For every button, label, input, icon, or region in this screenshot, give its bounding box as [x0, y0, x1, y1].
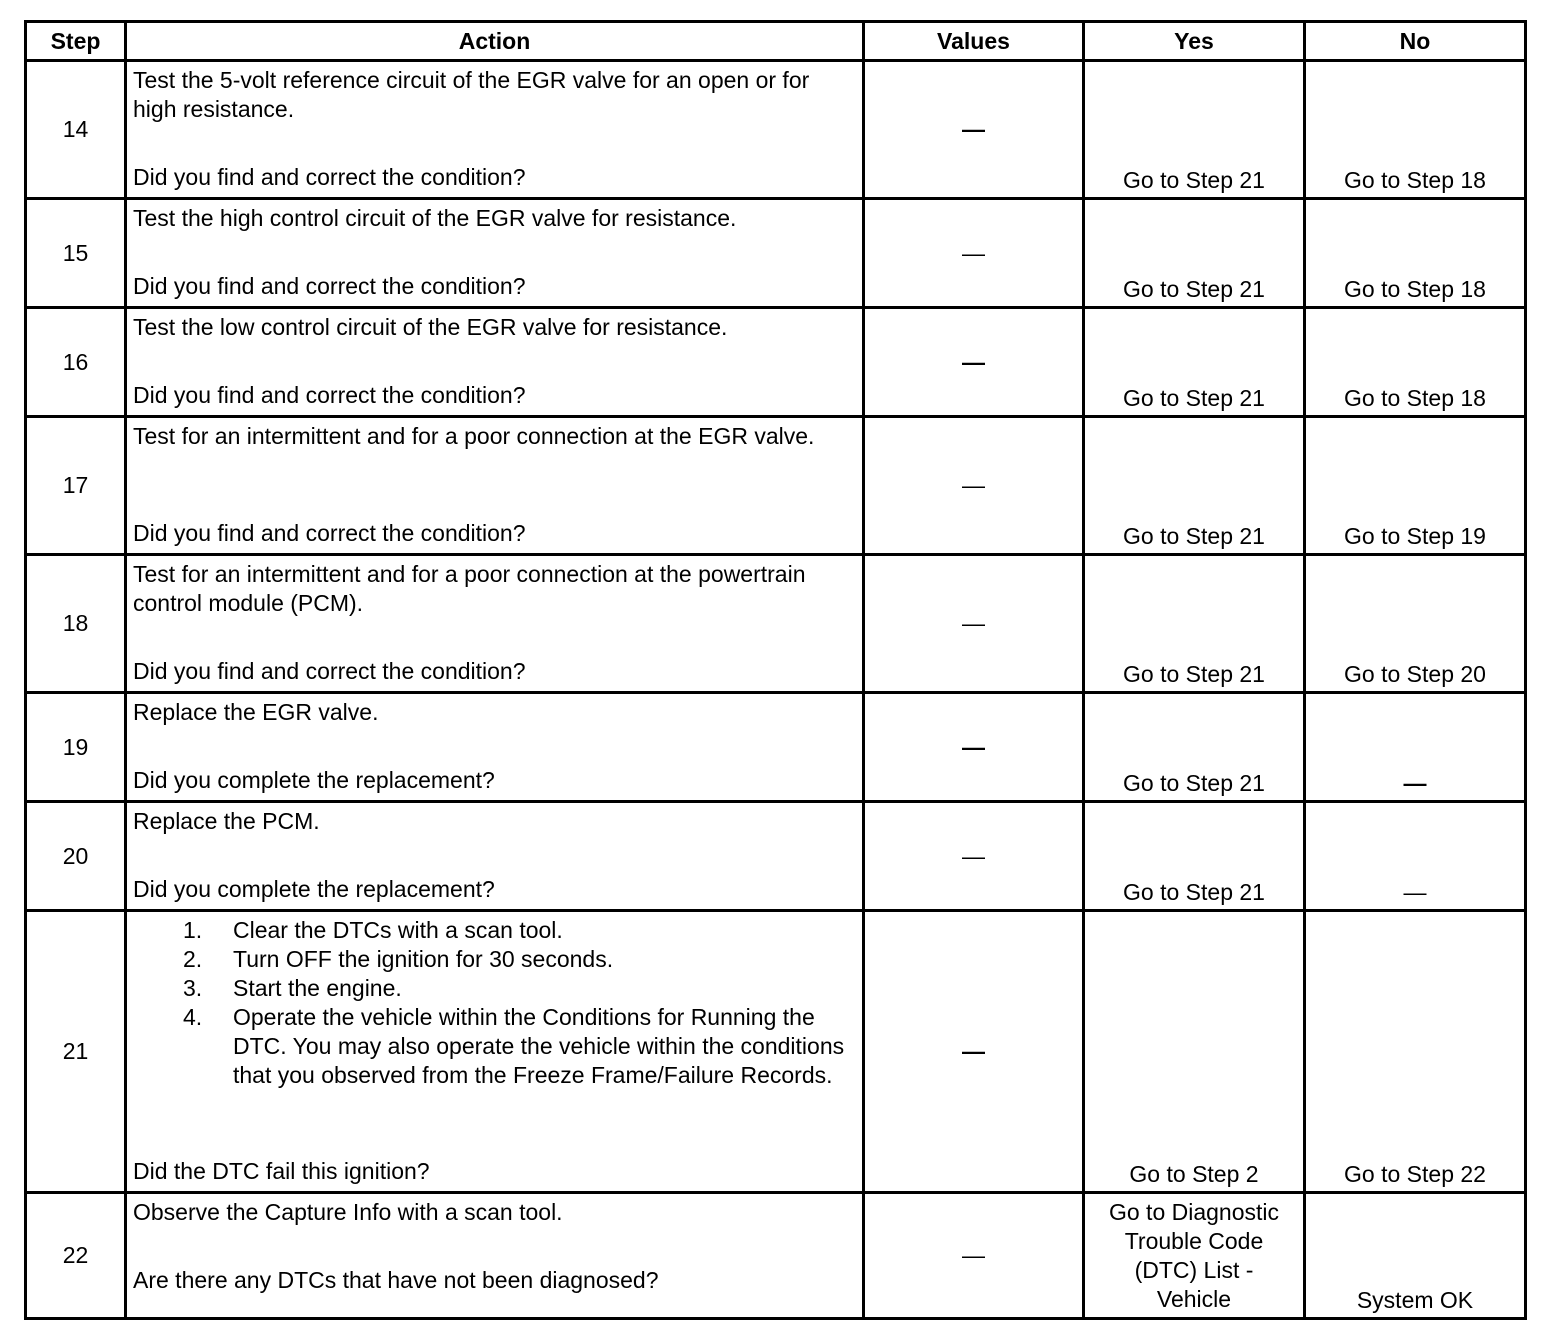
step-number: 21 [26, 911, 126, 1193]
no-cell: System OK [1305, 1193, 1526, 1319]
action-text: Observe the Capture Info with a scan tool. [133, 1199, 563, 1225]
values-cell: — [864, 802, 1084, 911]
yes-cell: Go to Step 21 [1084, 199, 1305, 308]
list-item [183, 945, 856, 974]
question-text: Are there any DTCs that have not been diagnosed? [133, 1267, 659, 1293]
values-cell: — [864, 911, 1084, 1193]
step-number: 14 [26, 61, 126, 199]
list-item [183, 1003, 856, 1090]
action-text: Test for an intermittent and for a poor connection at the EGR valve. [133, 423, 815, 449]
action-text: Test for an intermittent and for a poor connection at the powertrain control module (PCM). [133, 561, 806, 616]
step-number: 22 [26, 1193, 126, 1319]
header-row [26, 22, 1526, 61]
question-text: Did you find and correct the condition? [133, 658, 526, 684]
list-item [183, 974, 856, 1003]
action-cell [126, 199, 864, 308]
question-text: Did you complete the replacement? [133, 767, 495, 793]
no-cell: Go to Step 19 [1305, 417, 1526, 555]
step-number: 19 [26, 693, 126, 802]
no-cell: — [1305, 802, 1526, 911]
action-cell [126, 61, 864, 199]
table-row [26, 199, 1526, 308]
yes-cell: Go to Step 21 [1084, 555, 1305, 693]
yes-cell: Go to Step 21 [1084, 802, 1305, 911]
step-number: 20 [26, 802, 126, 911]
action-cell [126, 693, 864, 802]
list-item-number: 1. [183, 917, 203, 943]
action-text: Replace the PCM. [133, 808, 320, 834]
header-no: No [1305, 22, 1526, 61]
values-cell: — [864, 308, 1084, 417]
question-text: Did you find and correct the condition? [133, 273, 526, 299]
table-row [26, 911, 1526, 1193]
action-cell [126, 308, 864, 417]
yes-cell: Go to Step 21 [1084, 308, 1305, 417]
list-item-number: 4. [183, 1004, 203, 1030]
question-text: Did the DTC fail this ignition? [133, 1158, 430, 1184]
action-cell [126, 802, 864, 911]
list-item-text: Clear the DTCs with a scan tool. [233, 917, 563, 943]
action-cell [126, 555, 864, 693]
action-text: Test the low control circuit of the EGR valve for resistance. [133, 314, 728, 340]
list-item-text: Start the engine. [233, 975, 402, 1001]
question-text: Did you find and correct the condition? [133, 164, 526, 190]
table-row [26, 61, 1526, 199]
no-cell: Go to Step 18 [1305, 61, 1526, 199]
values-cell: — [864, 199, 1084, 308]
action-text: Test the high control circuit of the EGR valve for resistance. [133, 205, 737, 231]
yes-cell: Go to Step 21 [1084, 693, 1305, 802]
values-cell: — [864, 555, 1084, 693]
values-cell: — [864, 1193, 1084, 1319]
step-number: 15 [26, 199, 126, 308]
list-item [183, 916, 856, 945]
table-row [26, 308, 1526, 417]
header-yes: Yes [1084, 22, 1305, 61]
action-cell [126, 417, 864, 555]
action-cell [126, 911, 864, 1193]
diagnostic-table [24, 20, 1527, 1320]
no-cell: Go to Step 18 [1305, 199, 1526, 308]
list-item-number: 2. [183, 946, 203, 972]
table-row [26, 1193, 1526, 1319]
procedure-list [133, 916, 856, 1090]
question-text: Did you find and correct the condition? [133, 520, 526, 546]
header-step: Step [26, 22, 126, 61]
question-text: Did you complete the replacement? [133, 876, 495, 902]
header-action: Action [126, 22, 864, 61]
action-text: Replace the EGR valve. [133, 699, 379, 725]
header-values: Values [864, 22, 1084, 61]
list-item-text: Turn OFF the ignition for 30 seconds. [233, 946, 614, 972]
table-row [26, 693, 1526, 802]
list-item-text: Operate the vehicle within the Conditions for Running the DTC. You may also operate the vehicle within the conditions that you observed from the Freeze Frame/Failure Records. [233, 1004, 845, 1088]
step-number: 18 [26, 555, 126, 693]
action-text: Test the 5-volt reference circuit of the EGR valve for an open or for high resistance. [133, 67, 810, 122]
step-number: 17 [26, 417, 126, 555]
yes-cell: Go to Step 21 [1084, 417, 1305, 555]
question-text: Did you find and correct the condition? [133, 382, 526, 408]
table-row [26, 417, 1526, 555]
action-cell [126, 1193, 864, 1319]
no-cell: — [1305, 693, 1526, 802]
step-number: 16 [26, 308, 126, 417]
yes-cell: Go to Step 21 [1084, 61, 1305, 199]
values-cell: — [864, 417, 1084, 555]
list-item-number: 3. [183, 975, 203, 1001]
yes-cell: Go to Step 2 [1084, 911, 1305, 1193]
no-cell: Go to Step 20 [1305, 555, 1526, 693]
values-cell: — [864, 61, 1084, 199]
table-row [26, 555, 1526, 693]
no-cell: Go to Step 18 [1305, 308, 1526, 417]
values-cell: — [864, 693, 1084, 802]
table-row [26, 802, 1526, 911]
yes-link-dtc-list[interactable]: Go to Diagnostic Trouble Code (DTC) List - Vehicle [1084, 1193, 1305, 1319]
no-cell: Go to Step 22 [1305, 911, 1526, 1193]
